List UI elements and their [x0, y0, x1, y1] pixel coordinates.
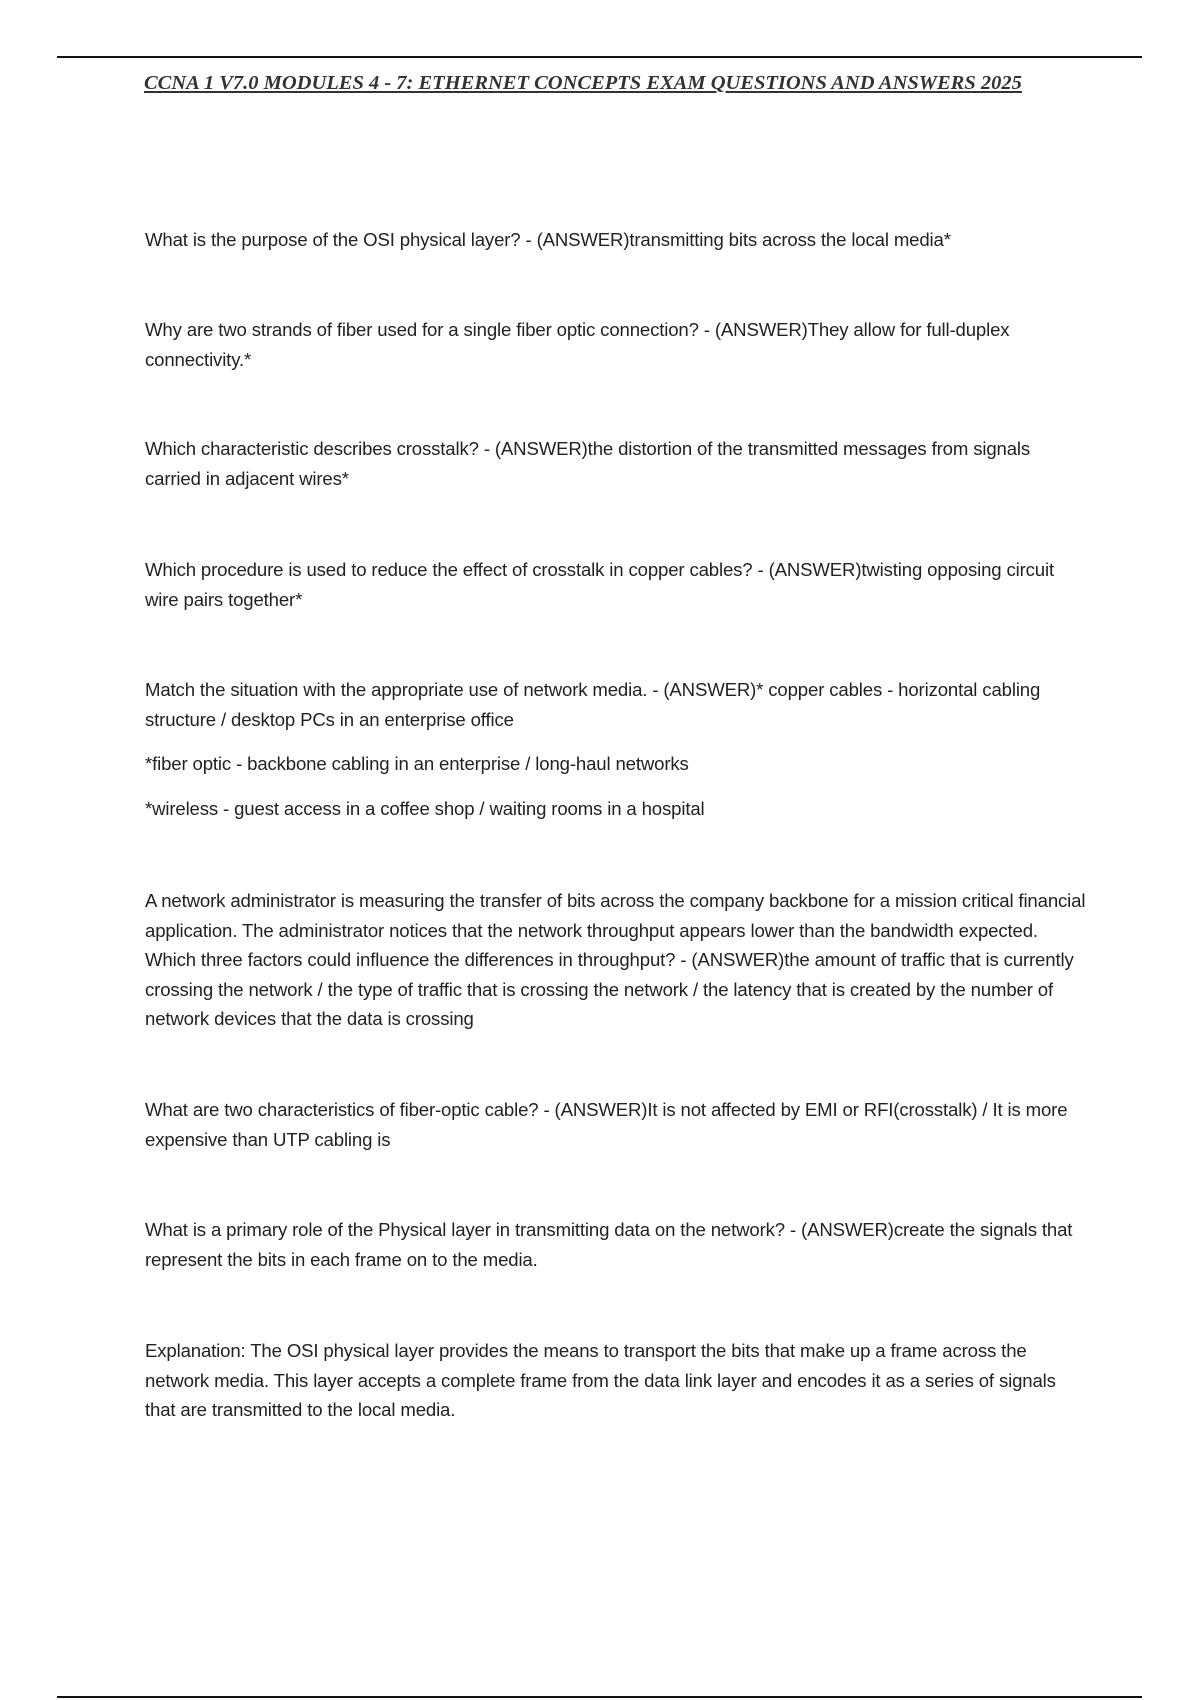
qa-text: A network administrator is measuring the transfer of bits across the company backbone for a mission critical financial application. The administrator notices that the network throughput appears lower than the bandwidth expected. Which three factors could influence the differences in throughput? - (ANSWER)the amount of traffic that is currently crossing the network / the type of traffic that is crossing the network / the latency that is created by the number of network devices that the data is crossing [145, 890, 1086, 1029]
qa-entry-1 [145, 225, 1090, 255]
document-title: CCNA 1 V7.0 MODULES 4 - 7: ETHERNET CONCEPTS EXAM QUESTIONS AND ANSWERS 2025 [144, 72, 1022, 94]
qa-text: What is the purpose of the OSI physical layer? - (ANSWER)transmitting bits across the local media* [145, 229, 951, 250]
qa-entry-9 [145, 1336, 1090, 1425]
top-divider [57, 56, 1142, 58]
qa-entry-7 [145, 1095, 1090, 1154]
qa-text: Explanation: The OSI physical layer provides the means to transport the bits that make up a frame across the network media. This layer accepts a complete frame from the data link layer and encodes it as a series of signals that are transmitted to the local media. [145, 1340, 1056, 1420]
qa-text: What is a primary role of the Physical layer in transmitting data on the network? - (ANSWER)create the signals that represent the bits in each frame on to the media. [145, 1219, 1073, 1270]
qa-entry-5 [145, 675, 1090, 823]
qa-entry-3 [145, 434, 1090, 493]
qa-entry-4 [145, 555, 1090, 614]
qa-text: Match the situation with the appropriate use of network media. - (ANSWER)* copper cables - horizontal cabling structure / desktop PCs in an enterprise office [145, 679, 1041, 730]
qa-entry-2 [145, 315, 1090, 374]
bottom-divider [57, 1696, 1142, 1698]
qa-text: Which characteristic describes crosstalk? - (ANSWER)the distortion of the transmitted messages from signals carried in adjacent wires* [145, 438, 1031, 489]
qa-entry-8 [145, 1215, 1090, 1274]
qa-text-continued: *wireless - guest access in a coffee shop / waiting rooms in a hospital [145, 797, 705, 819]
qa-text: Which procedure is used to reduce the effect of crosstalk in copper cables? - (ANSWER)twisting opposing circuit wire pairs together* [145, 559, 1054, 610]
qa-entry-6 [145, 886, 1090, 1034]
qa-text: Why are two strands of fiber used for a single fiber optic connection? - (ANSWER)They allow for full-duplex connectivity.* [145, 319, 1010, 370]
qa-text: What are two characteristics of fiber-optic cable? - (ANSWER)It is not affected by EMI or RFI(crosstalk) / It is more expensive than UTP cabling is [145, 1099, 1068, 1150]
qa-text-continued: *fiber optic - backbone cabling in an enterprise / long-haul networks [145, 753, 689, 774]
